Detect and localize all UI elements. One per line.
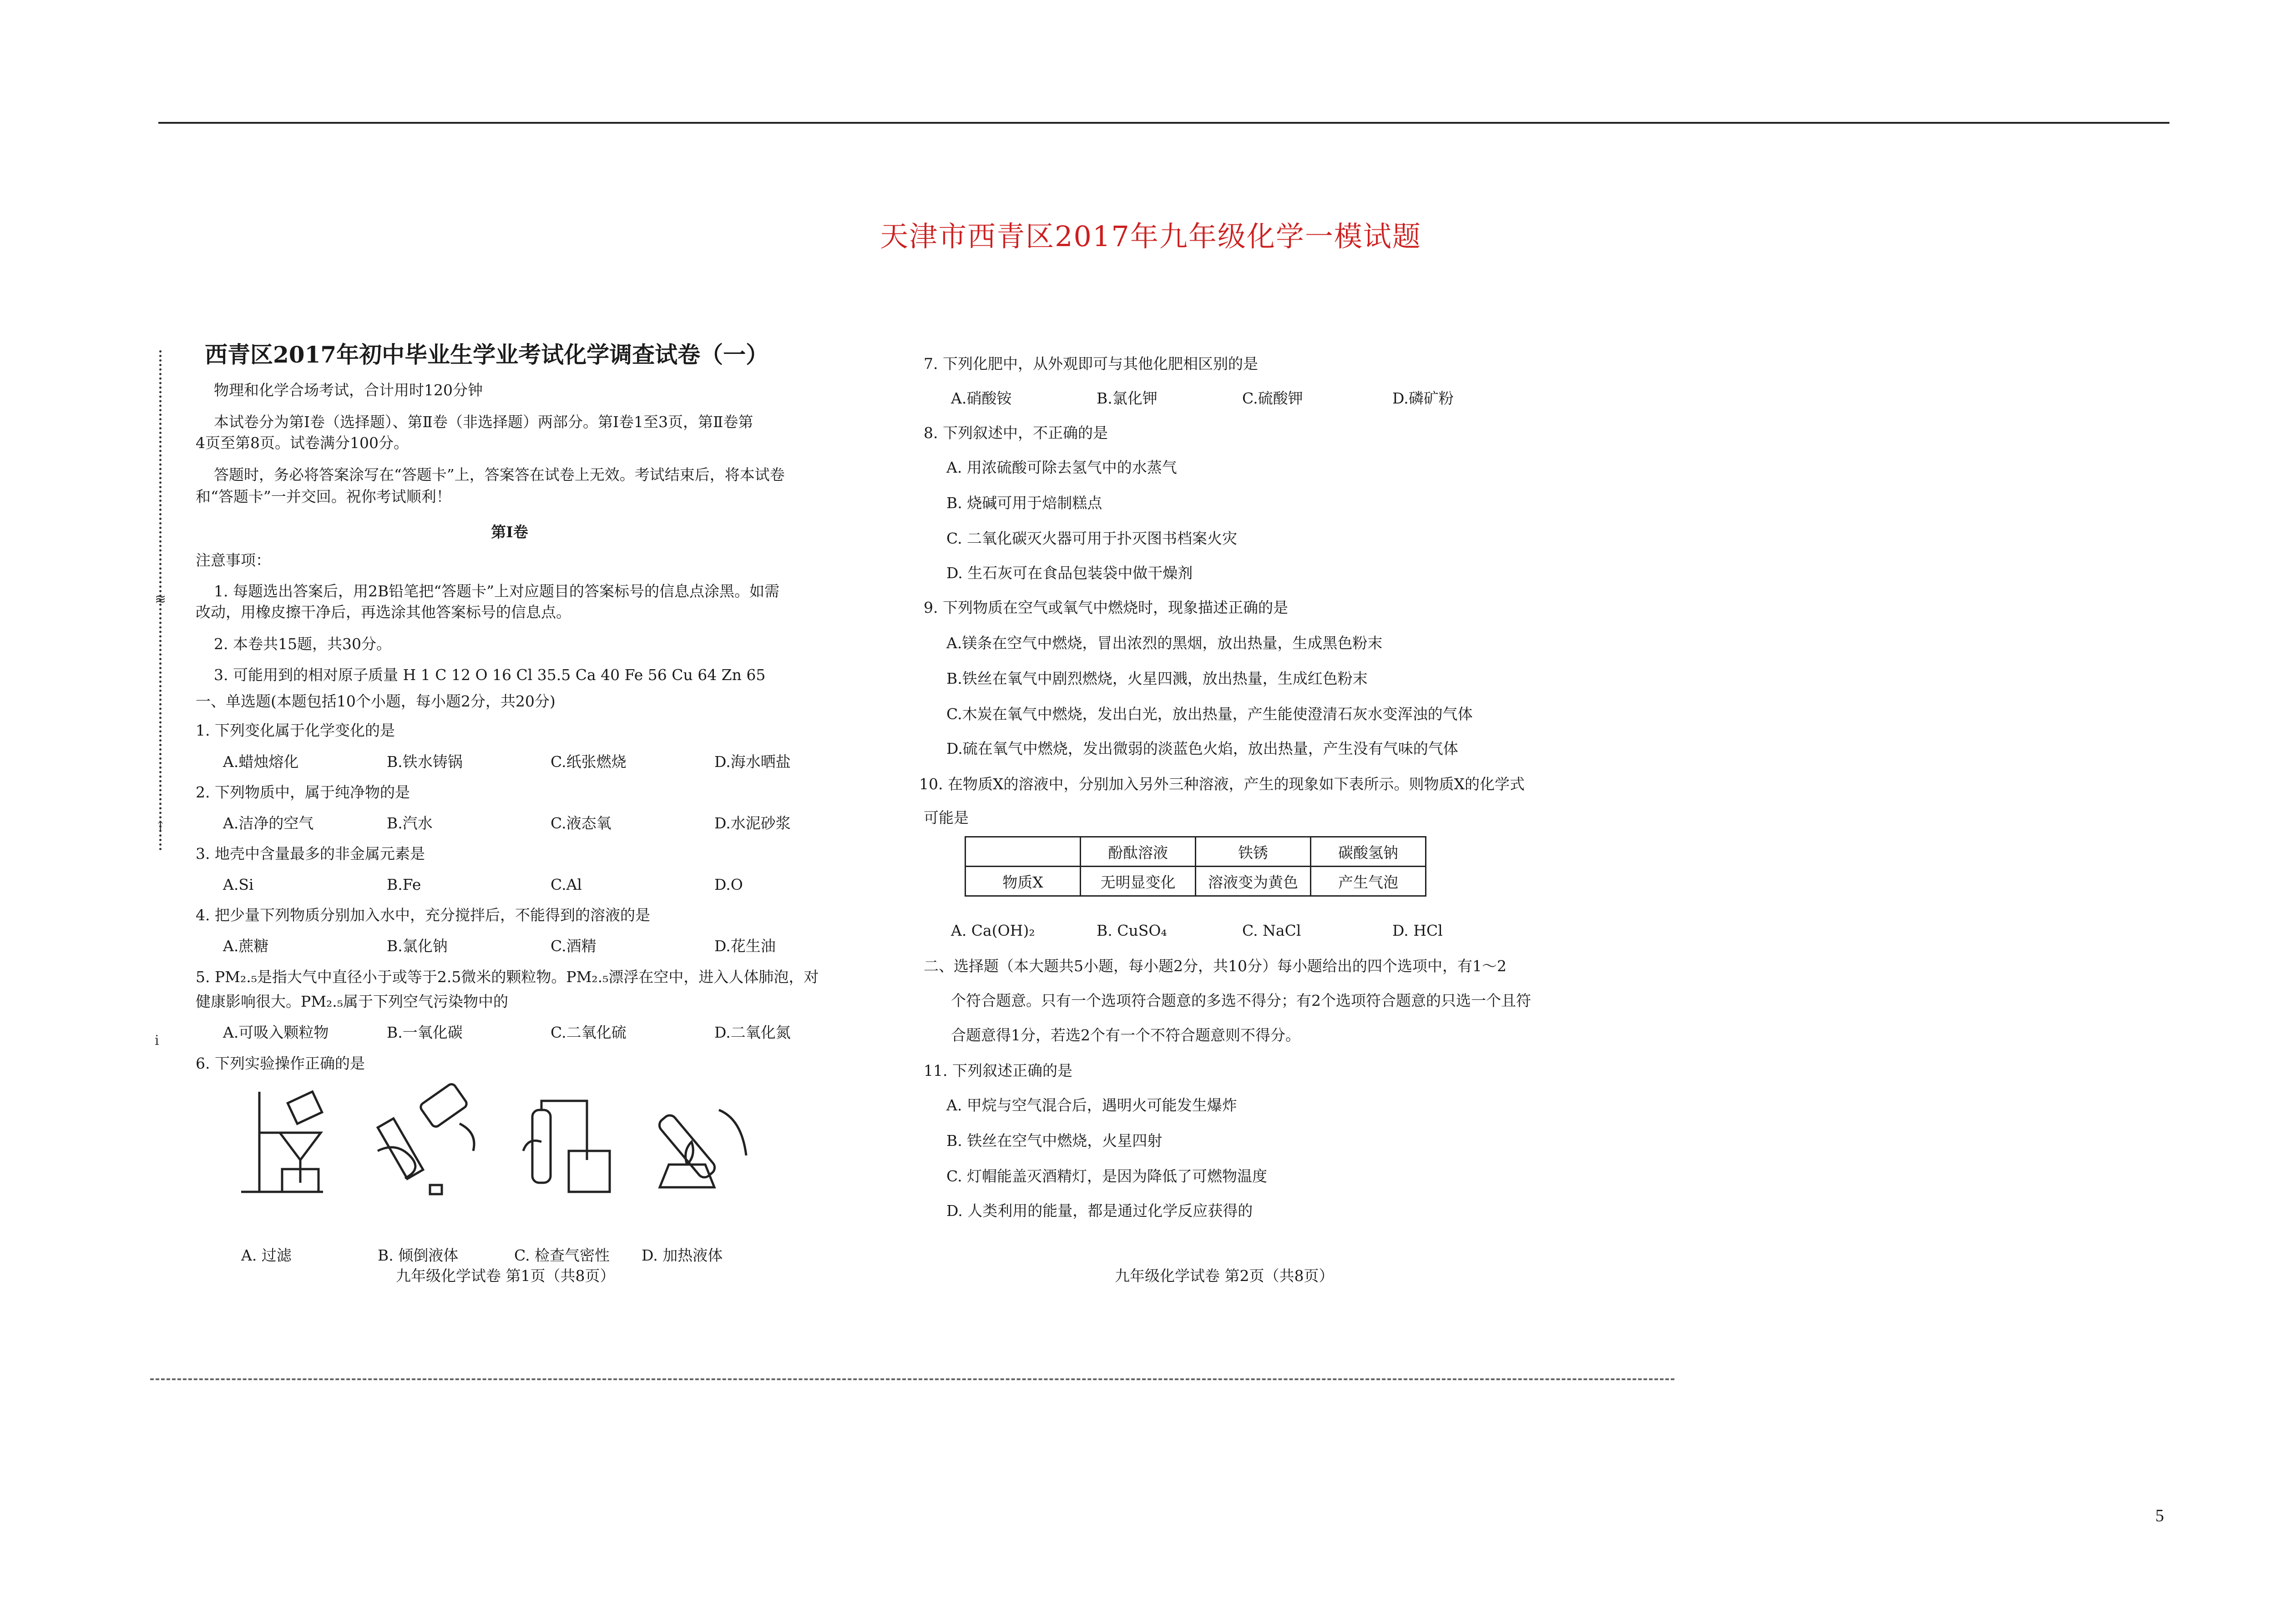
question-stem: 2. 下列物质中，属于纯净物的是 (196, 783, 410, 801)
scanned-exam-sheet (150, 318, 1684, 1401)
note-line: 改动，用橡皮擦干净后，再选涂其他答案标号的信息点。 (196, 603, 571, 621)
document-title: 天津市西青区2017年九年级化学一模试题 (880, 220, 1421, 253)
option: C. 二氧化碳灭火器可用于扑灭图书档案火灾 (946, 530, 1238, 547)
option: C.液态氧 (551, 814, 612, 832)
option: B.铁丝在氧气中剧烈燃烧，火星四溅，放出热量，生成红色粉末 (946, 670, 1368, 687)
option: A.Si (223, 876, 254, 893)
table-cell: 铁锈 (1196, 837, 1311, 867)
option: B.铁水铸锅 (387, 753, 463, 771)
page-footer: 九年级化学试卷 第2页（共8页） (1115, 1267, 1334, 1285)
option: B. CuSO₄ (1097, 922, 1167, 939)
margin-mark: ⅰ (155, 1033, 159, 1049)
option: C.纸张燃烧 (551, 753, 627, 771)
table-cell (966, 837, 1081, 867)
part-heading: 一、单选题(本题包括10个小题，每小题2分，共20分) (196, 692, 556, 710)
table-cell: 无明显变化 (1081, 867, 1196, 896)
option: B.一氧化碳 (387, 1024, 463, 1041)
airtightness-check-icon (523, 1101, 610, 1192)
figure-caption: B. 倾倒液体 (378, 1246, 459, 1264)
question-stem: 3. 地壳中含量最多的非金属元素是 (196, 845, 425, 862)
intro-line: 本试卷分为第Ⅰ卷（选择题）、第Ⅱ卷（非选择题）两部分。第Ⅰ卷1至3页，第Ⅱ卷第 (214, 413, 753, 431)
option: C.木炭在氧气中燃烧，发出白光，放出热量，产生能使澄清石灰水变浑浊的气体 (946, 705, 1473, 723)
intro-line: 答题时，务必将答案涂写在“答题卡”上，答案答在试卷上无效。考试结束后，将本试卷 (214, 466, 785, 484)
option: B. 铁丝在空气中燃烧，火星四射 (946, 1132, 1163, 1150)
section-heading: 第Ⅰ卷 (491, 523, 528, 541)
question-stem: 10. 在物质X的溶液中，分别加入另外三种溶液，产生的现象如下表所示。则物质X的化学式 (919, 775, 1525, 793)
question-stem: 8. 下列叙述中，不正确的是 (924, 424, 1108, 442)
option: A.洁净的空气 (223, 814, 314, 832)
question-stem: 11. 下列叙述正确的是 (924, 1062, 1072, 1079)
notes-heading: 注意事项： (196, 551, 271, 569)
option: B.氯化钾 (1097, 389, 1158, 407)
figure-caption: C. 检查气密性 (514, 1246, 610, 1264)
table-row (966, 837, 1426, 867)
option: D.水泥砂浆 (714, 814, 791, 832)
option: D.花生油 (714, 937, 776, 955)
option: A.蜡烛熔化 (223, 753, 299, 771)
note-line: 3. 可能用到的相对原子质量 H 1 C 12 O 16 Cl 35.5 Ca 40 Fe 56 Cu 64 Zn 65 (214, 666, 766, 684)
option: A.硝酸铵 (951, 389, 1012, 407)
table-row (966, 867, 1426, 896)
intro-line: 物理和化学合场考试，合计用时120分钟 (214, 381, 483, 399)
question-stem: 1. 下列变化属于化学变化的是 (196, 721, 395, 739)
option: D.磷矿粉 (1392, 389, 1454, 407)
option: B.汽水 (387, 814, 433, 832)
option: D.海水晒盐 (714, 753, 791, 771)
question-stem: 6. 下列实验操作正确的是 (196, 1054, 365, 1072)
filtration-apparatus-icon (241, 1092, 323, 1192)
option: C.二氧化硫 (551, 1024, 627, 1041)
page-footer: 九年级化学试卷 第1页（共8页） (396, 1267, 615, 1285)
note-line: 1. 每题选出答案后，用2B铅笔把“答题卡”上对应题目的答案标号的信息点涂黑。如需 (214, 582, 779, 600)
table-cell: 酚酞溶液 (1081, 837, 1196, 867)
heating-liquid-icon (657, 1110, 746, 1187)
option: D.二氧化氮 (714, 1024, 791, 1041)
figure-caption: A. 过滤 (241, 1246, 292, 1264)
option: C. NaCl (1242, 922, 1301, 939)
option: D.O (714, 876, 743, 893)
question-stem: 可能是 (924, 809, 969, 827)
option: A.蔗糖 (223, 937, 269, 955)
table-cell: 碳酸氢钠 (1311, 837, 1426, 867)
margin-mark: ↑ (155, 819, 167, 835)
question-stem: 9. 下列物质在空气或氧气中燃烧时，现象描述正确的是 (924, 599, 1288, 616)
margin-mark: ≋ (155, 591, 167, 607)
question-stem: 4. 把少量下列物质分别加入水中，充分搅拌后，不能得到的溶液的是 (196, 906, 650, 924)
top-rule (158, 122, 2169, 124)
option: A. 用浓硫酸可除去氢气中的水蒸气 (946, 459, 1177, 476)
option: B. 烧碱可用于焙制糕点 (946, 494, 1102, 512)
note-line: 2. 本卷共15题，共30分。 (214, 635, 391, 653)
question-stem: 健康影响很大。PM₂.₅属于下列空气污染物中的 (196, 993, 508, 1010)
part-heading: 二、选择题（本大题共5小题，每小题2分，共10分）每小题给出的四个选项中，有1～2 (924, 957, 1507, 975)
option: C.硫酸钾 (1242, 389, 1303, 407)
option: A. Ca(OH)₂ (951, 922, 1035, 939)
pouring-liquid-icon (378, 1083, 474, 1194)
bottom-dashed-rule (150, 1378, 1674, 1380)
lab-apparatus-illustrations (232, 1083, 824, 1201)
table-cell: 产生气泡 (1311, 867, 1426, 896)
intro-line: 和“答题卡”一并交回。祝你考试顺利！ (196, 488, 451, 505)
option: D.硫在氧气中燃烧，发出微弱的淡蓝色火焰，放出热量，产生没有气味的气体 (946, 740, 1458, 757)
table-cell: 溶液变为黄色 (1196, 867, 1311, 896)
table-cell: 物质X (966, 867, 1081, 896)
intro-line: 4页至第8页。试卷满分100分。 (196, 434, 409, 452)
part-heading: 个符合题意。只有一个选项符合题意的多选不得分；有2个选项符合题意的只选一个且符 (951, 992, 1531, 1009)
option: C. 灯帽能盖灭酒精灯，是因为降低了可燃物温度 (946, 1167, 1268, 1185)
option: A.镁条在空气中燃烧，冒出浓烈的黑烟，放出热量，生成黑色粉末 (946, 634, 1383, 652)
option: C.酒精 (551, 937, 597, 955)
question-stem: 7. 下列化肥中，从外观即可与其他化肥相区别的是 (924, 355, 1258, 373)
part-heading: 合题意得1分，若选2个有一个不符合题意则不得分。 (951, 1026, 1300, 1044)
question-stem: 5. PM₂.₅是指大气中直径小于或等于2.5微米的颗粒物。PM₂.₅漂浮在空中，进入人体肺泡，对 (196, 968, 819, 986)
option: D. HCl (1392, 922, 1443, 939)
option: A.可吸入颗粒物 (223, 1024, 329, 1041)
option: B.Fe (387, 876, 421, 893)
observation-table (965, 836, 1426, 897)
option: A. 甲烷与空气混合后，遇明火可能发生爆炸 (946, 1096, 1237, 1114)
option: D. 生石灰可在食品包装袋中做干燥剂 (946, 564, 1193, 582)
figure-caption: D. 加热液体 (642, 1246, 723, 1264)
page-number: 5 (2155, 1506, 2164, 1525)
option: C.Al (551, 876, 582, 893)
option: B.氯化钠 (387, 937, 448, 955)
exam-title: 西青区2017年初中毕业生学业考试化学调查试卷（一） (205, 341, 769, 368)
option: D. 人类利用的能量，都是通过化学反应获得的 (946, 1202, 1253, 1220)
